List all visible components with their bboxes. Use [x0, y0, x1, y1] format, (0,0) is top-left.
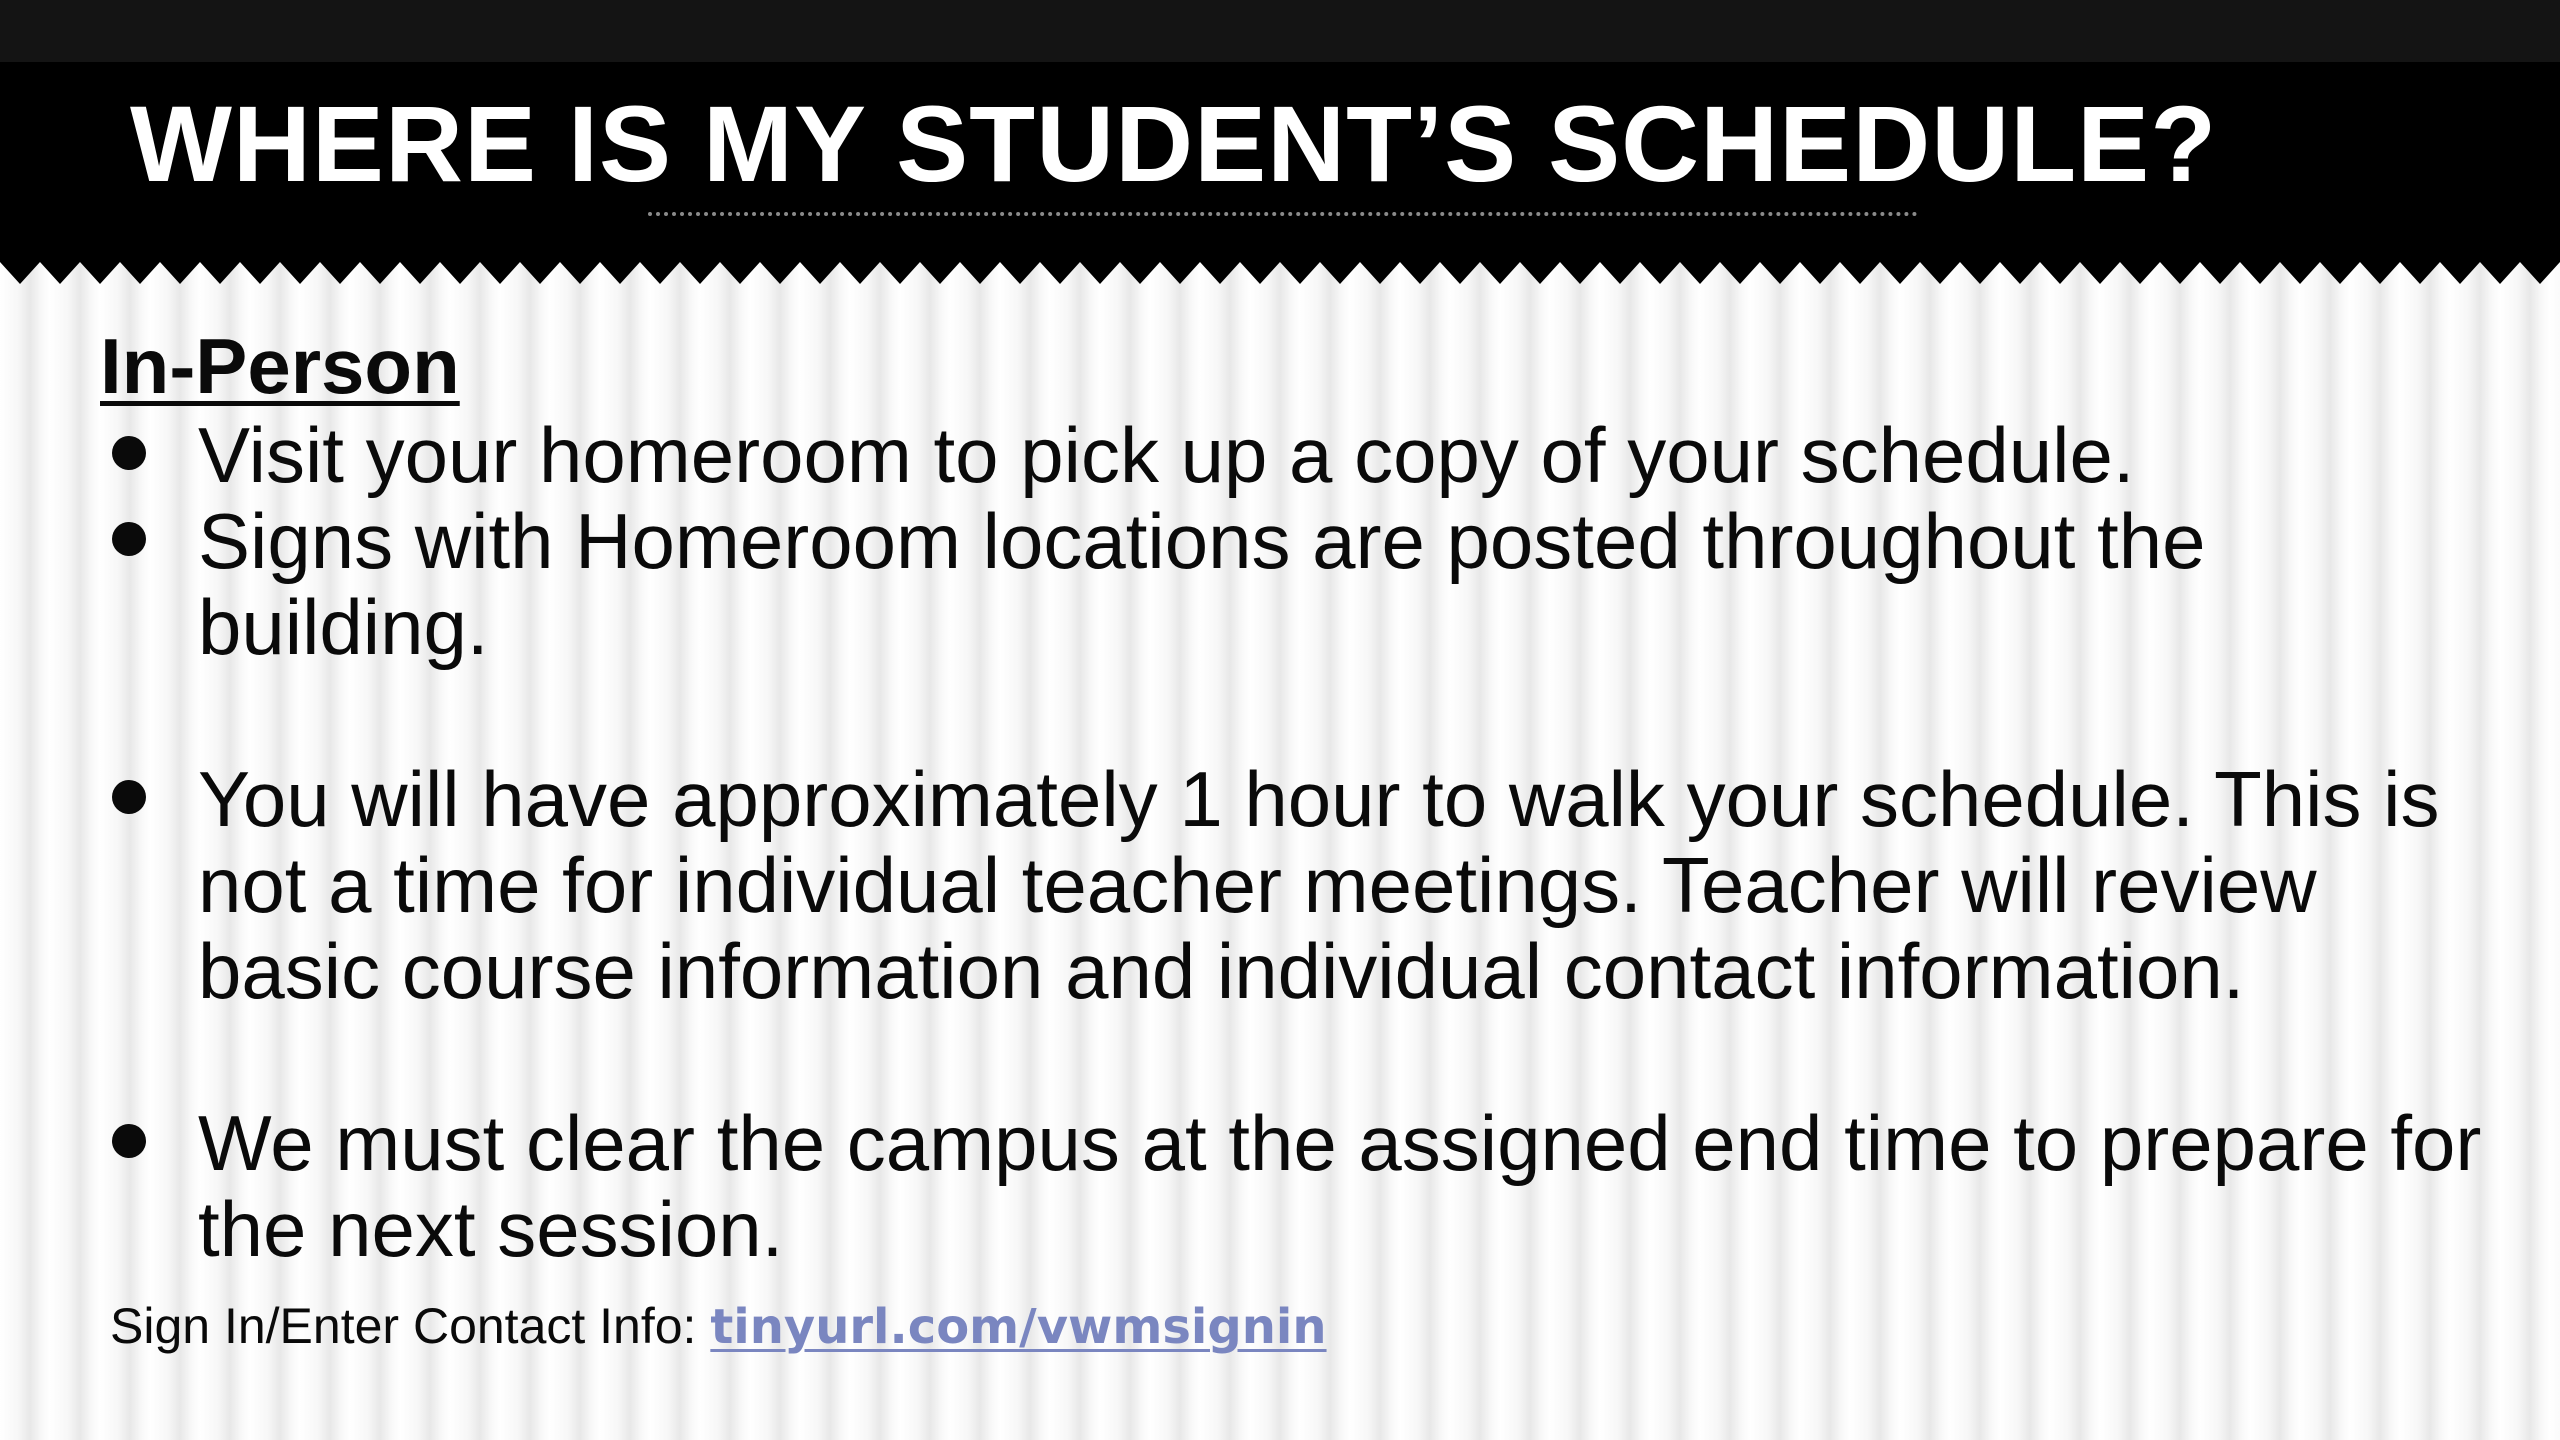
bullet-dot-icon [112, 1124, 146, 1158]
bullet-item [100, 412, 2500, 498]
footer-label: Sign In/Enter Contact Info: [110, 1298, 711, 1354]
bullet-text: You will have approximately 1 hour to walk your schedule. This is not a time for individual teacher meetings. Teacher will review basic course information and individual contact information. [198, 755, 2440, 1015]
title-dotted-rule [648, 212, 1918, 216]
top-strip [0, 0, 2560, 66]
bullet-text: Visit your homeroom to pick up a copy of your schedule. [198, 411, 2135, 499]
sign-in-footer [110, 1296, 1327, 1357]
bullet-dot-icon [112, 436, 146, 470]
bullet-dot-icon [112, 780, 146, 814]
bullet-list [100, 412, 2500, 1272]
bullet-dot-icon [112, 522, 146, 556]
section-heading: In-Person [100, 322, 460, 410]
bullet-item [100, 756, 2500, 1014]
bullet-item [100, 1100, 2500, 1272]
bullet-text: We must clear the campus at the assigned end time to prepare for the next session. [198, 1099, 2482, 1273]
bullet-text: Signs with Homeroom locations are posted throughout the building. [198, 497, 2206, 671]
slide-body [100, 320, 2500, 1272]
sign-in-link[interactable]: tinyurl.com/vwmsignin [710, 1299, 1327, 1355]
bullet-item [100, 498, 2500, 670]
slide-title: WHERE IS MY STUDENT’S SCHEDULE? [130, 83, 2218, 204]
